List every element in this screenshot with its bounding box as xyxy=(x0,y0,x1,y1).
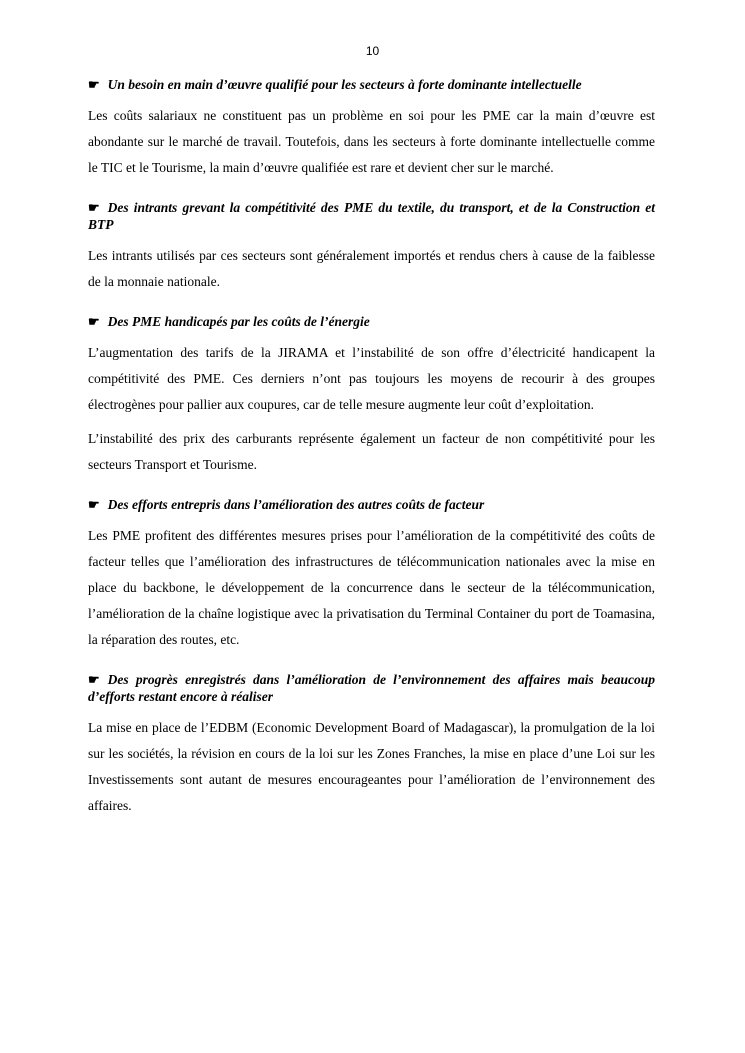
pointing-hand-icon: ☛ xyxy=(88,497,100,512)
pointing-hand-icon: ☛ xyxy=(88,77,100,92)
section-inputs xyxy=(88,199,655,295)
section-heading: ☛ Des efforts entrepris dans l’amélioration des autres coûts de facteur xyxy=(88,497,485,512)
section-energy-costs xyxy=(88,313,655,478)
section-heading: ☛ Un besoin en main d’œuvre qualifié pour les secteurs à forte dominante intellectuelle xyxy=(88,77,582,92)
section-business-environment xyxy=(88,671,655,819)
paragraph: L’augmentation des tarifs de la JIRAMA et l’instabilité de son offre d’électricité handicapent la compétitivité des PME. Ces derniers n’ont pas toujours les moyens de recourir à des groupes électrogènes pour pallier aux coupures, car de telle mesure augmente leur coût d’exploitation. xyxy=(88,345,655,412)
paragraph: La mise en place de l’EDBM (Economic Development Board of Madagascar), la promulgation de la loi sur les sociétés, la révision en cours de la loi sur les Zones Franches, la mise en place d’une Loi sur les Investissements sont autant de mesures encourageantes pour l’amélioration de l’environnement des affaires. xyxy=(88,720,655,813)
paragraph: Les intrants utilisés par ces secteurs sont généralement importés et rendus chers à cause de la faiblesse de la monnaie nationale. xyxy=(88,248,655,289)
pointing-hand-icon: ☛ xyxy=(88,200,100,215)
document-body xyxy=(88,76,655,819)
page-number: 10 xyxy=(365,44,380,58)
paragraph: Les coûts salariaux ne constituent pas un problème en soi pour les PME car la main d’œuvre est abondante sur le marché de travail. Toutefois, dans les secteurs à forte dominante intellectuelle comme le TIC et le Tourisme, la main d’œuvre qualifiée est rare et devient cher sur le marché. xyxy=(88,108,655,175)
section-heading: ☛ Des intrants grevant la compétitivité des PME du textile, du transport, et de la Construction et BTP xyxy=(88,200,655,232)
section-heading: ☛ Des progrès enregistrés dans l’amélioration de l’environnement des affaires mais beaucoup d’efforts restant encore à réaliser xyxy=(88,672,655,704)
paragraph: Les PME profitent des différentes mesures prises pour l’amélioration de la compétitivité des coûts de facteur telles que l’amélioration des infrastructures de télécommunication nationales avec la mise en place du backbone, le développement de la concurrence dans le secteur de la télécommunication, l’amélioration de la chaîne logistique avec la privatisation du Terminal Container du port de Toamasina, la réparation des routes, etc. xyxy=(88,528,655,647)
section-skilled-labour xyxy=(88,76,655,181)
paragraph: L’instabilité des prix des carburants représente également un facteur de non compétitivité pour les secteurs Transport et Tourisme. xyxy=(88,431,655,472)
pointing-hand-icon: ☛ xyxy=(88,314,100,329)
section-heading: ☛ Des PME handicapés par les coûts de l’énergie xyxy=(88,314,370,329)
pointing-hand-icon: ☛ xyxy=(88,672,100,687)
section-factor-costs xyxy=(88,496,655,653)
